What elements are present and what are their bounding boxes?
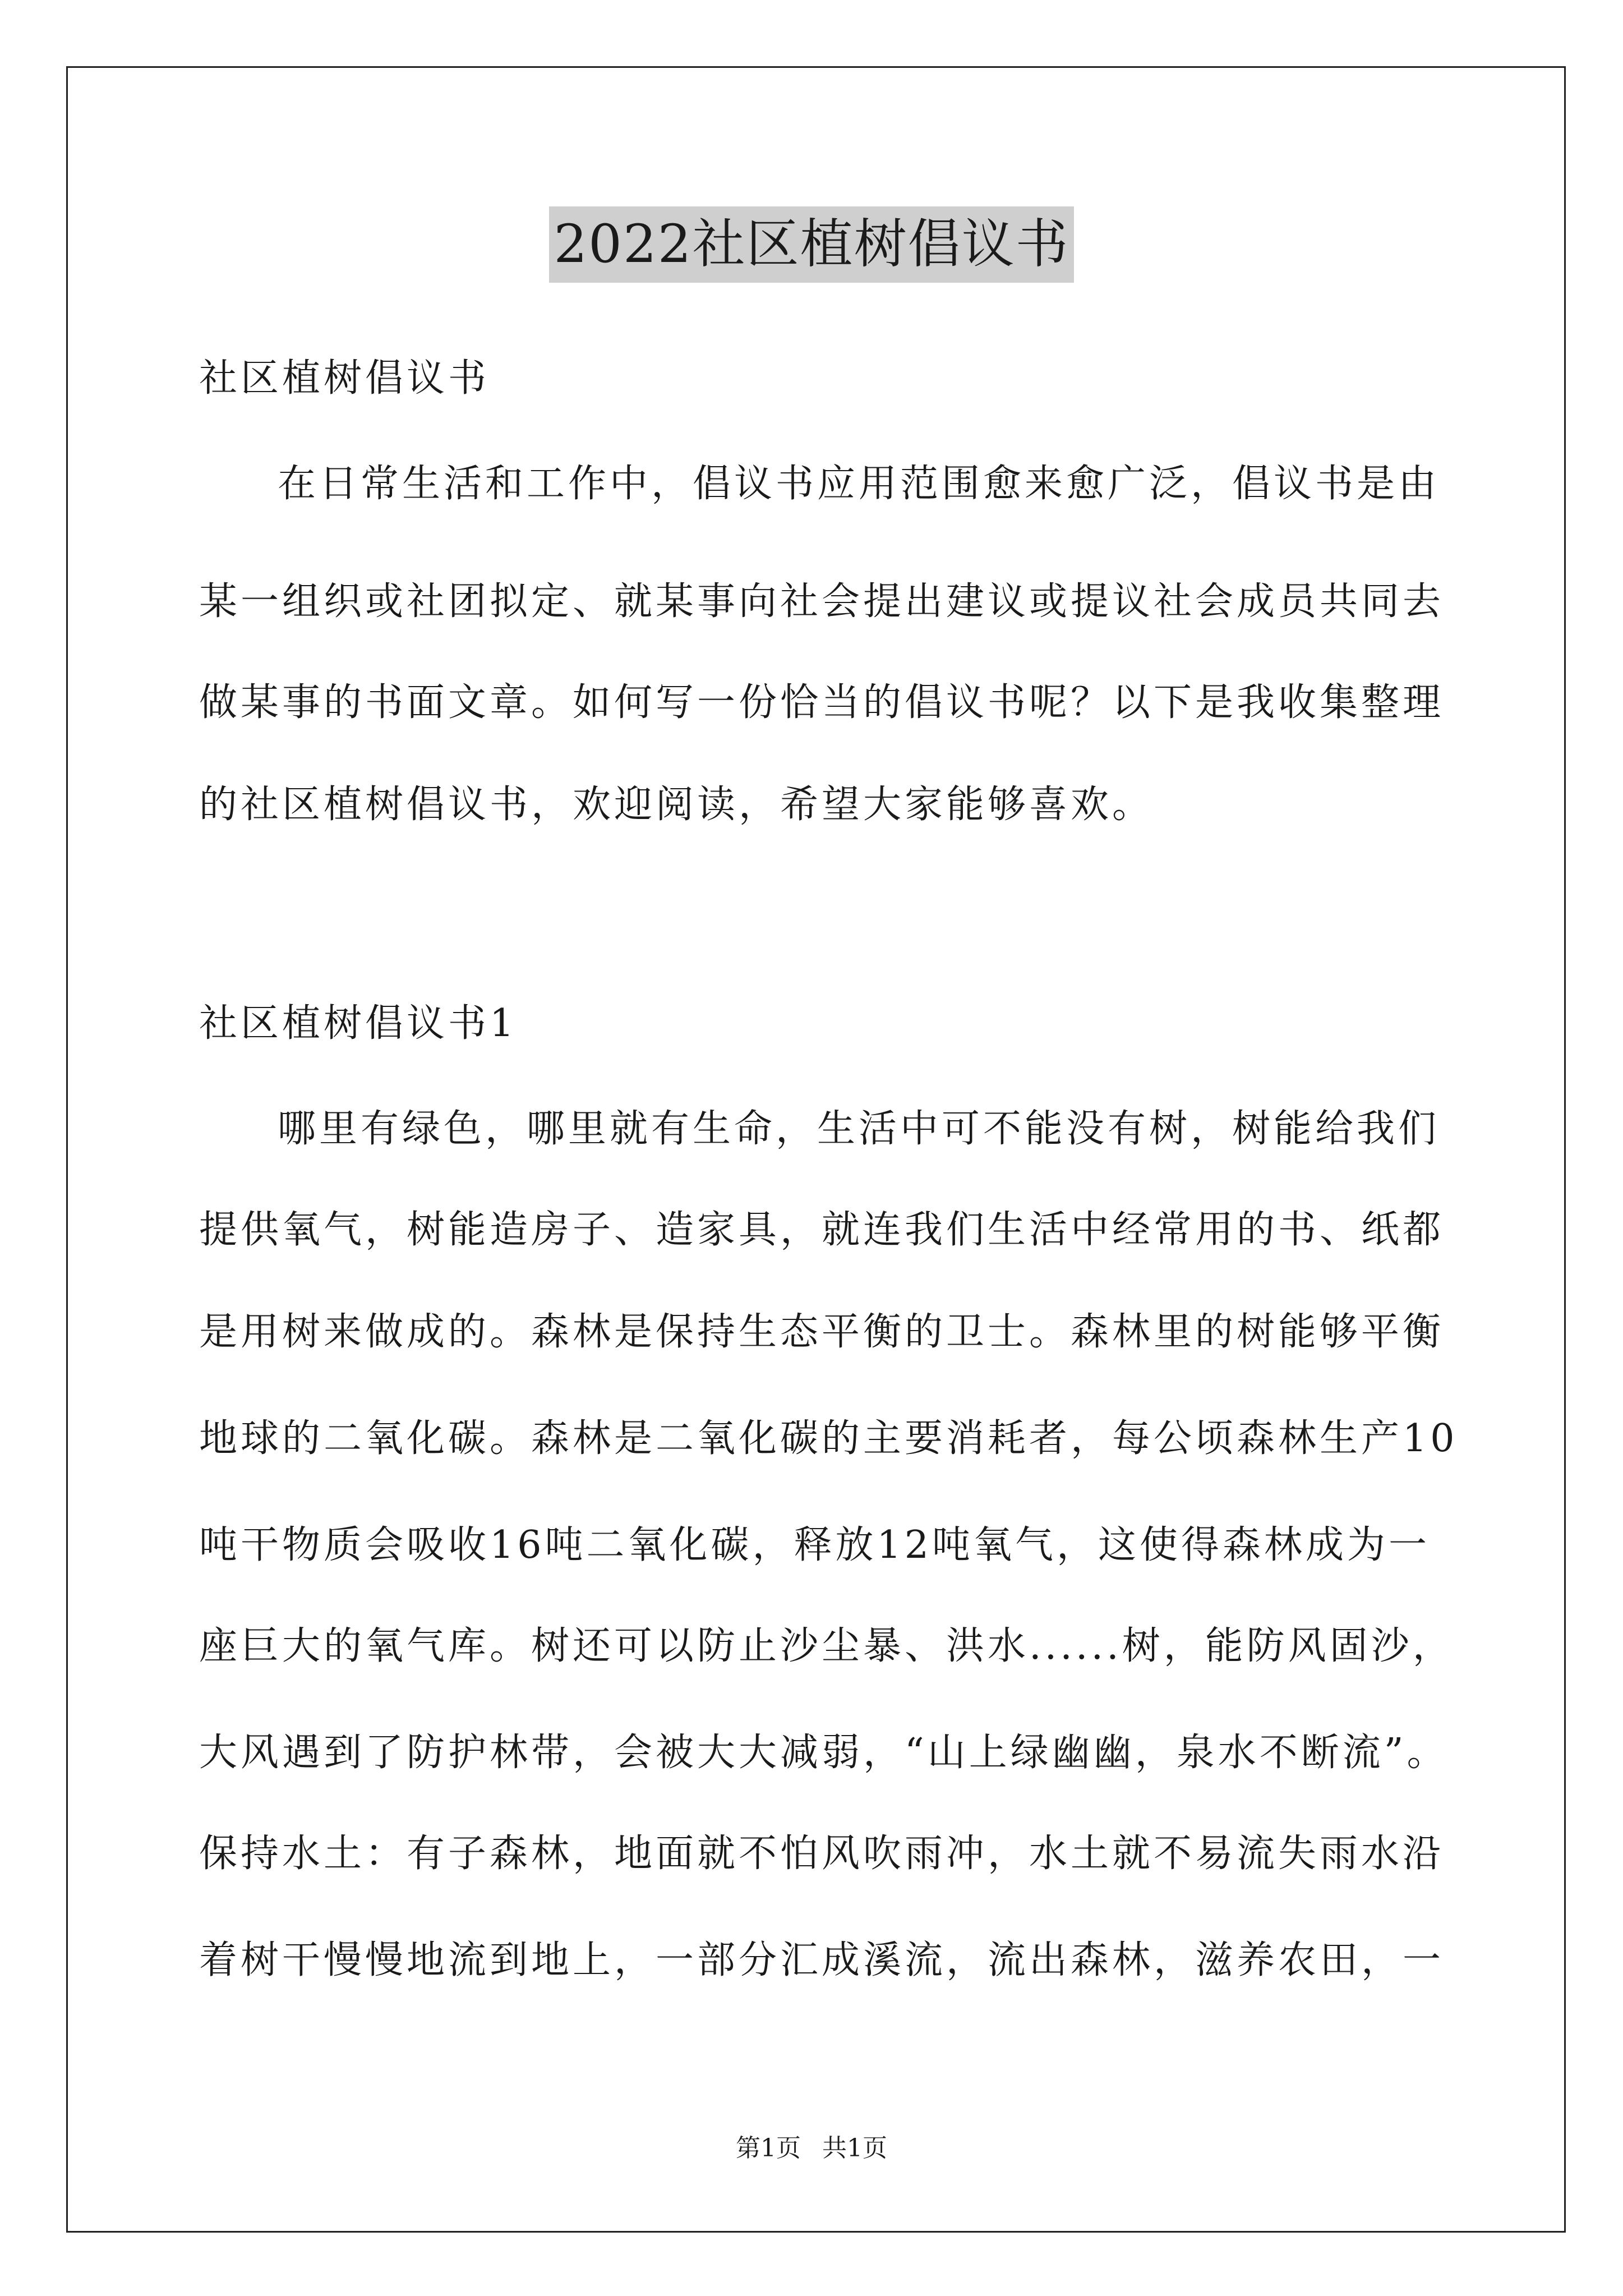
paragraph-line: 在日常生活和工作中，倡议书应用范围愈来愈广泛，倡议书是由	[278, 462, 1440, 506]
paragraph-line: 保持水土：有子森林，地面就不怕风吹雨冲，水土就不易流失雨水沿	[199, 1832, 1445, 1876]
paragraph-line: 吨干物质会吸收16吨二氧化碳，释放12吨氧气，这使得森林成为一	[199, 1523, 1431, 1567]
paragraph-line: 提供氧气，树能造房子、造家具，就连我们生活中经常用的书、纸都	[199, 1208, 1445, 1252]
paragraph-line: 的社区植树倡议书，欢迎阅读，希望大家能够喜欢。	[199, 783, 1154, 827]
paragraph-line: 着树干慢慢地流到地上，一部分汇成溪流，流出森林，滋养农田，一	[199, 1938, 1445, 1982]
paragraph-line: 做某事的书面文章。如何写一份恰当的倡议书呢？以下是我收集整理	[199, 680, 1445, 725]
title-container	[0, 206, 1623, 283]
page-footer	[0, 2132, 1623, 2165]
paragraph-line: 是用树来做成的。森林是保持生态平衡的卫士。森林里的树能够平衡	[199, 1310, 1445, 1354]
paragraph-line: 哪里有绿色，哪里就有生命，生活中可不能没有树，树能给我们	[278, 1107, 1440, 1151]
paragraph-line: 大风遇到了防护林带，会被大大减弱，“山上绿幽幽，泉水不断流”。	[199, 1731, 1449, 1775]
section-heading-intro: 社区植树倡议书	[199, 356, 490, 401]
page-total: 共1页	[822, 2134, 887, 2162]
section-heading-1: 社区植树倡议书1	[199, 1001, 518, 1046]
document-title: 2022社区植树倡议书	[549, 206, 1073, 283]
paragraph-line: 座巨大的氧气库。树还可以防止沙尘暴、洪水......树，能防风固沙，	[199, 1624, 1454, 1668]
page-number: 第1页	[736, 2134, 801, 2162]
paragraph-line: 某一组织或社团拟定、就某事向社会提出建议或提议社会成员共同去	[199, 579, 1445, 624]
paragraph-line: 地球的二氧化碳。森林是二氧化碳的主要消耗者，每公顷森林生产10	[199, 1416, 1458, 1461]
